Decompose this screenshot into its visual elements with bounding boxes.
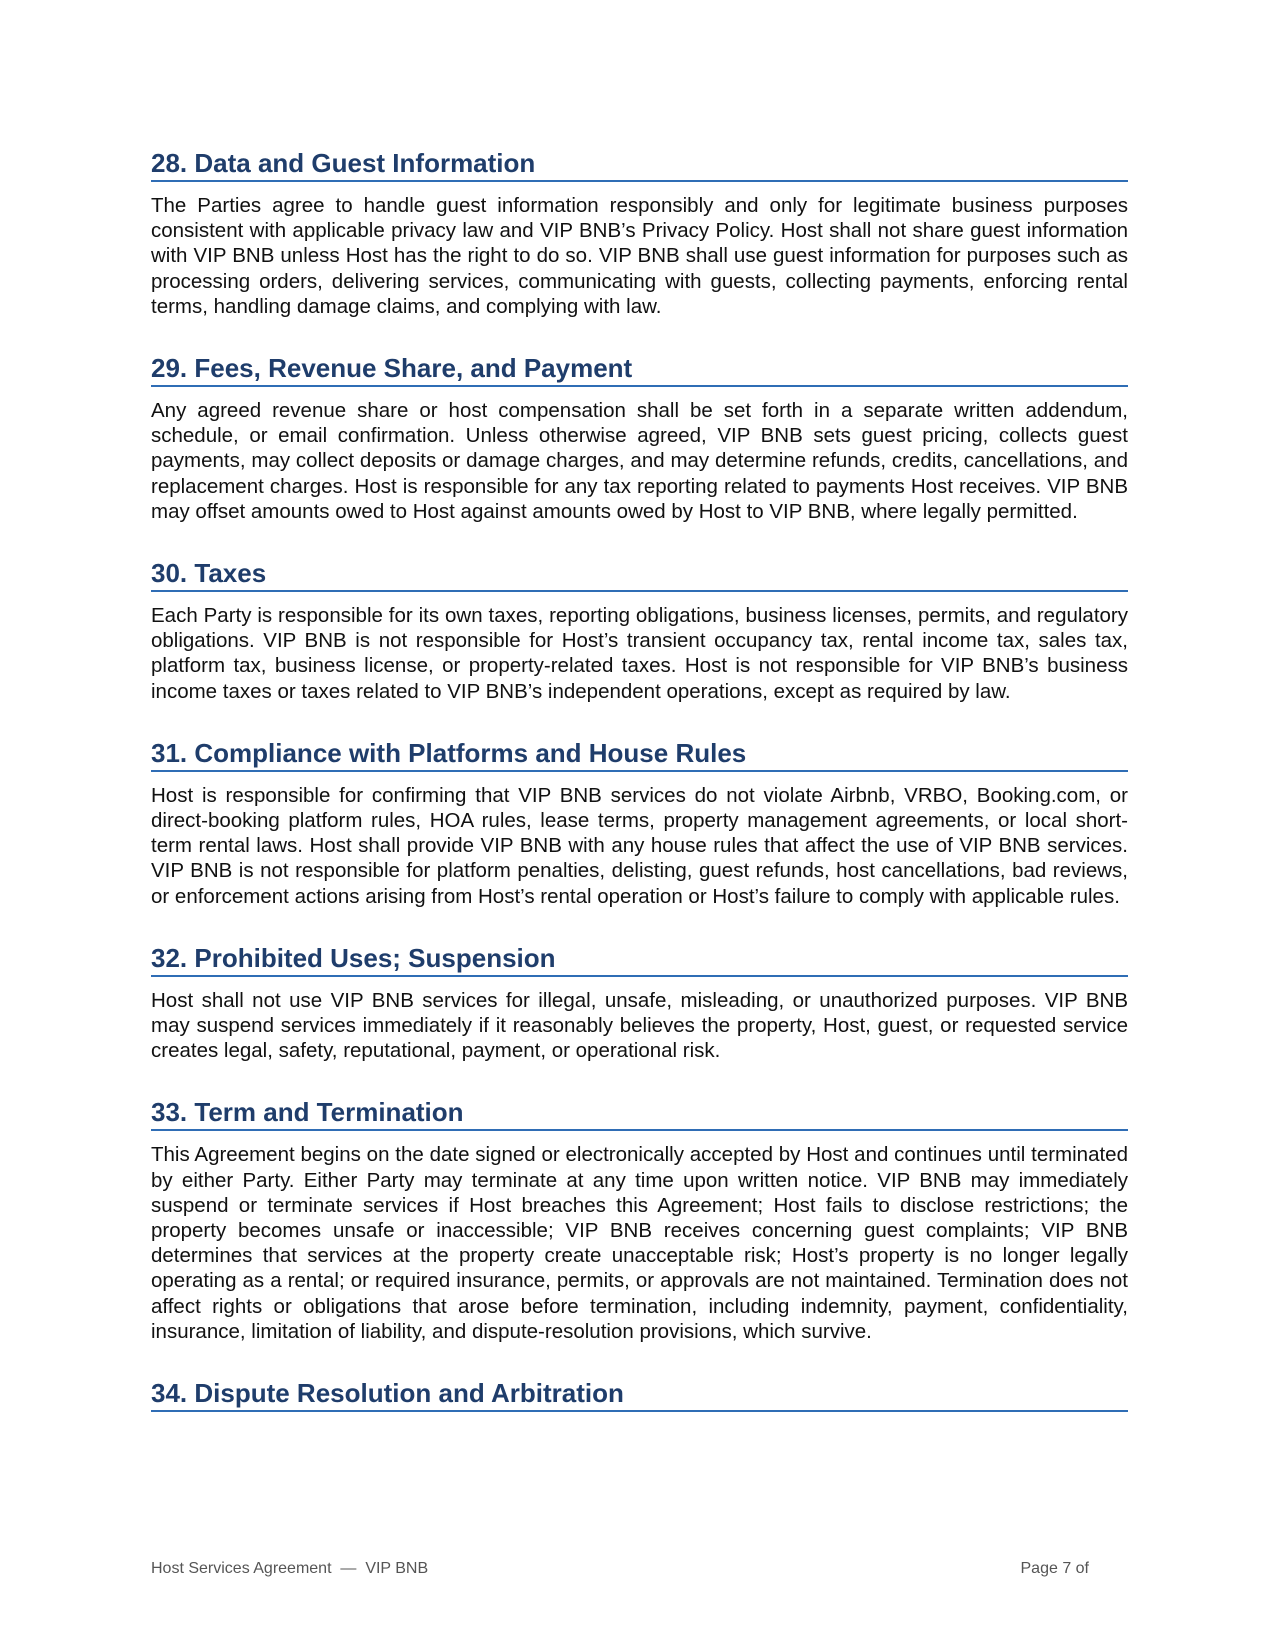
- section-32-prohibited-uses: [151, 943, 1128, 1064]
- section-heading: 29. Fees, Revenue Share, and Payment: [151, 353, 1128, 387]
- section-body: Host is responsible for confirming that VIP BNB services do not violate Airbnb, VRBO, Booking.com, or direct-booking platform rules, HOA rules, lease terms, property management agreements, or local short-term rental laws. Host shall provide VIP BNB with any house rules that affect the use of VIP BNB services. VIP BNB is not responsible for platform penalties, delisting, guest refunds, host cancellations, bad reviews, or enforcement actions arising from Host’s rental operation or Host’s failure to comply with applicable rules.: [151, 783, 1128, 908]
- section-29-fees-payment: [151, 353, 1128, 524]
- section-heading: 33. Term and Termination: [151, 1097, 1128, 1131]
- document-page: [151, 148, 1128, 1412]
- section-28-data-guest-info: [151, 148, 1128, 319]
- section-heading: 34. Dispute Resolution and Arbitration: [151, 1378, 1128, 1412]
- section-34-dispute-resolution: [151, 1378, 1128, 1412]
- section-body: This Agreement begins on the date signed or electronically accepted by Host and continues until terminated by either Party. Either Party may terminate at any time upon written notice. VIP BNB may immediately suspend or terminate services if Host breaches this Agreement; Host fails to disclose restrictions; the property becomes unsafe or inaccessible; VIP BNB receives concerning guest complaints; VIP BNB determines that services at the property create unacceptable risk; Host’s property is no longer legally operating as a rental; or required insurance, permits, or approvals are not maintained. Termination does not affect rights or obligations that arose before termination, including indemnity, payment, confidentiality, insurance, limitation of liability, and dispute-resolution provisions, which survive.: [151, 1143, 1128, 1343]
- section-heading: 28. Data and Guest Information: [151, 148, 1128, 182]
- section-body: Any agreed revenue share or host compensation shall be set forth in a separate written addendum, schedule, or email confirmation. Unless otherwise agreed, VIP BNB sets guest pricing, collects guest payments, may collect deposits or damage charges, and may determine refunds, credits, cancellations, and replacement charges. Host is responsible for any tax reporting related to payments Host receives. VIP BNB may offset amounts owed to Host against amounts owed by Host to VIP BNB, where legally permitted.: [151, 399, 1128, 523]
- section-31-compliance: [151, 738, 1128, 909]
- section-heading: 31. Compliance with Platforms and House Rules: [151, 738, 1128, 772]
- section-heading: 30. Taxes: [151, 558, 1128, 592]
- section-body: Host shall not use VIP BNB services for illegal, unsafe, misleading, or unauthorized purposes. VIP BNB may suspend services immediately if it reasonably believes the property, Host, guest, or requested service creates legal, safety, reputational, payment, or operational risk.: [151, 988, 1128, 1063]
- section-30-taxes: [151, 558, 1128, 704]
- footer-doc-title: Host Services Agreement: [151, 1560, 332, 1577]
- section-33-term-termination: [151, 1097, 1128, 1344]
- footer-separator: —: [340, 1560, 357, 1577]
- footer-document-title: [151, 1560, 428, 1578]
- section-body: The Parties agree to handle guest information responsibly and only for legitimate business purposes consistent with applicable privacy law and VIP BNB’s Privacy Policy. Host shall not share guest information with VIP BNB unless Host has the right to do so. VIP BNB shall use guest information for purposes such as processing orders, delivering services, communicating with guests, collecting payments, enforcing rental terms, handling damage claims, and complying with law.: [151, 194, 1128, 318]
- section-body: Each Party is responsible for its own taxes, reporting obligations, business licenses, permits, and regulatory obligations. VIP BNB is not responsible for Host’s transient occupancy tax, rental income tax, sales tax, platform tax, business license, or property-related taxes. Host is not responsible for VIP BNB’s business income taxes or taxes related to VIP BNB’s independent operations, except as required by law.: [151, 604, 1128, 703]
- section-heading: 32. Prohibited Uses; Suspension: [151, 943, 1128, 977]
- footer-company: VIP BNB: [365, 1560, 429, 1577]
- footer-page-number: Page 7 of: [1020, 1560, 1089, 1577]
- page-footer: [151, 1560, 1089, 1578]
